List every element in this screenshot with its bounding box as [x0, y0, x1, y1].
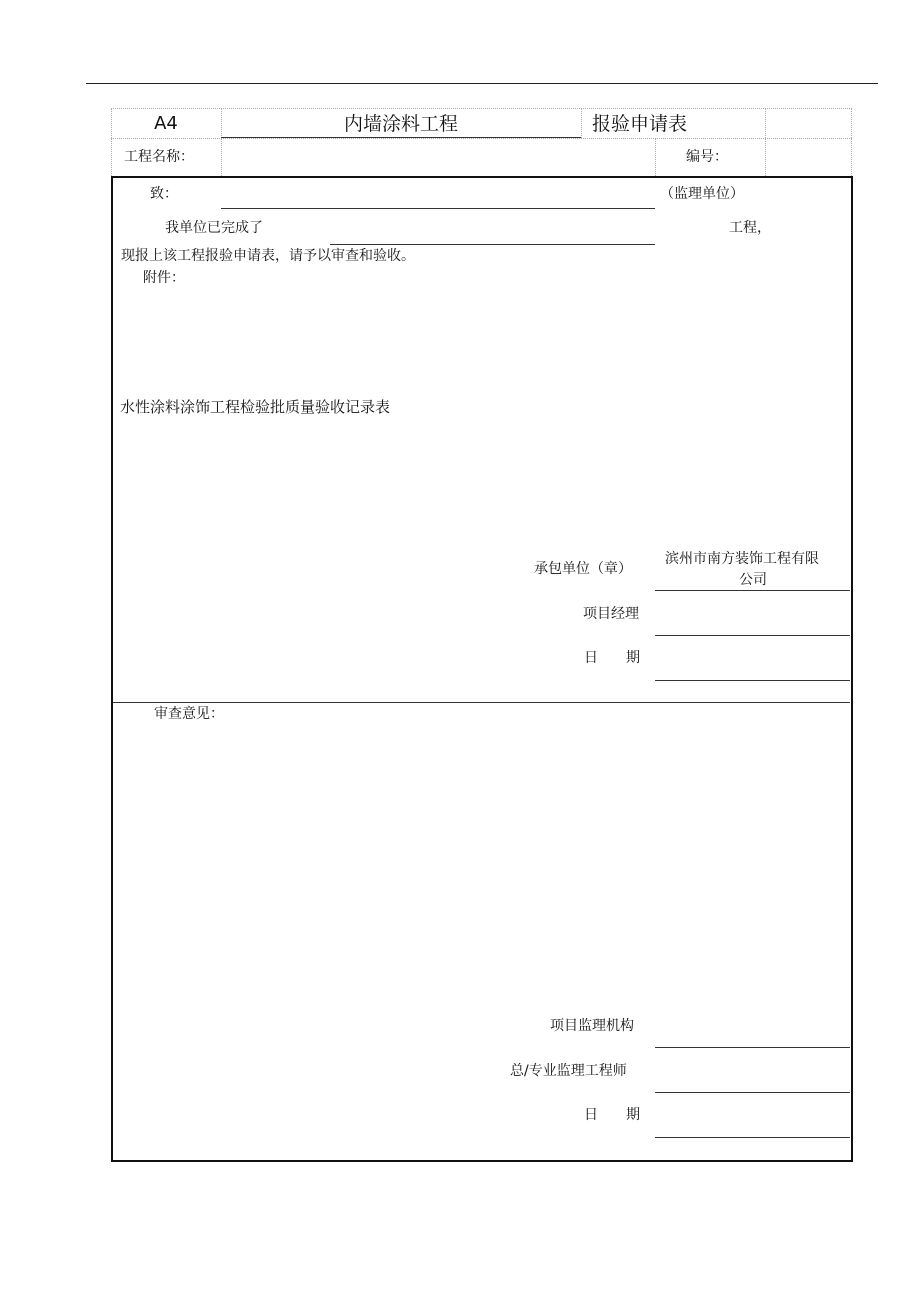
contractor-underline: [655, 590, 850, 591]
form-name: 报验申请表: [592, 113, 688, 135]
project-suffix: 工程，: [729, 220, 771, 236]
application-date-label: 日 期: [584, 650, 640, 666]
review-opinion-label: 审查意见：: [154, 706, 224, 722]
supervision-org-underline: [655, 1047, 850, 1048]
review-date-underline: [655, 1137, 850, 1138]
request-text: 现报上该工程报验申请表，请予以审查和验收。: [121, 248, 415, 264]
contractor-name-line1: 滨州市南方装饰工程有限: [665, 551, 819, 567]
engineer-underline: [655, 1092, 850, 1093]
manager-label: 项目经理: [583, 606, 639, 622]
supervision-org-label: 项目监理机构: [550, 1018, 634, 1034]
attachment-item: 水性涂料涂饰工程检验批质量验收记录表: [120, 398, 391, 416]
attachment-label: 附件：: [143, 270, 185, 286]
manager-underline: [655, 635, 850, 636]
section-divider: [113, 702, 850, 703]
contractor-name-line2: 公司: [739, 572, 767, 588]
project-underline: [330, 244, 655, 245]
engineer-label: 总/专业监理工程师: [510, 1063, 627, 1079]
to-underline: [221, 208, 655, 209]
form-code: A4: [154, 113, 178, 134]
page-top-rule: [86, 83, 878, 84]
form-body-border: [111, 176, 853, 1162]
contractor-label: 承包单位（章）: [534, 561, 632, 577]
supervisor-unit-label: （监理单位）: [660, 186, 744, 202]
review-date-label: 日 期: [584, 1107, 640, 1123]
application-date-underline: [655, 680, 850, 681]
page-title: 内墙涂料工程: [343, 113, 458, 135]
to-label: 致：: [150, 186, 178, 202]
number-label: 编号：: [686, 149, 728, 165]
completed-text: 我单位已完成了: [165, 220, 263, 236]
project-name-label: 工程名称：: [124, 149, 194, 165]
